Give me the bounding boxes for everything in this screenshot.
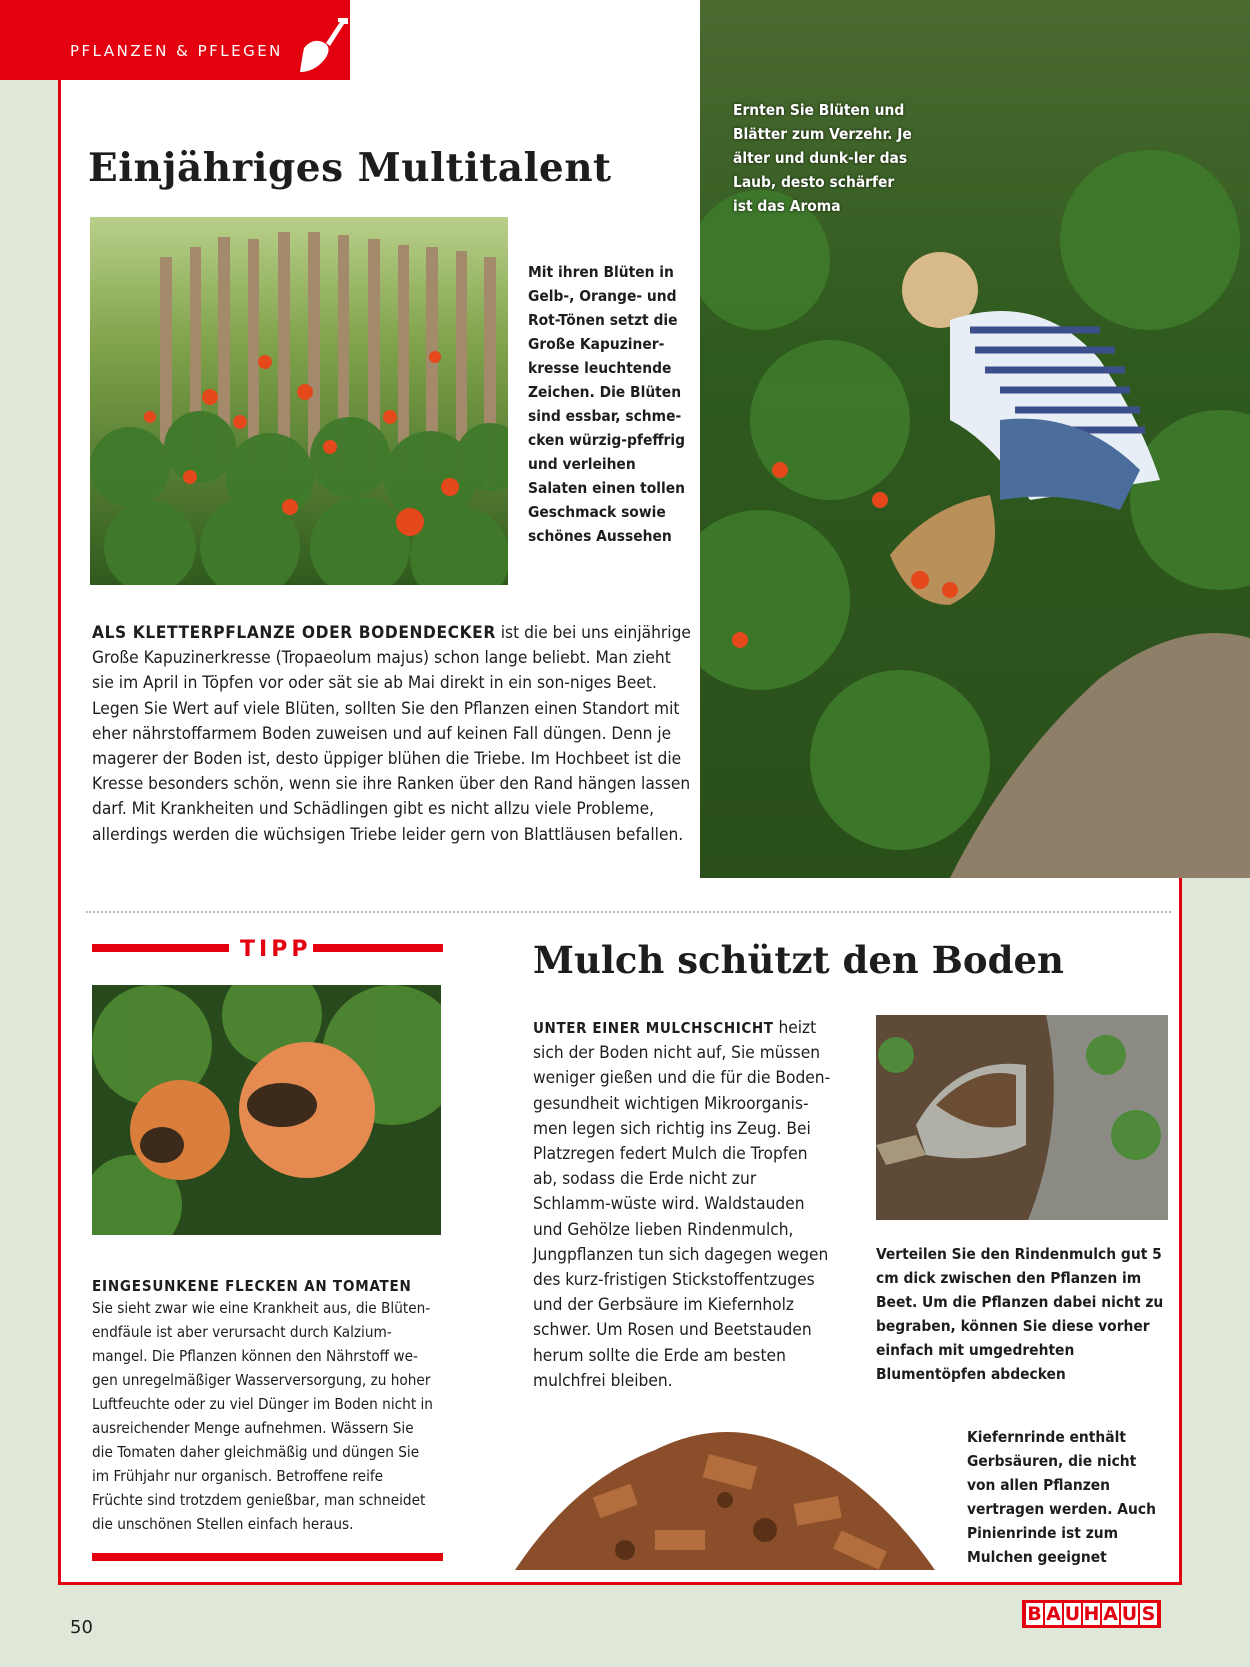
caption-mulch: Verteilen Sie den Rindenmulch gut 5 cm dick zwischen den Pflanzen im Beet. Um die Pflanzen dabei nicht zu begraben, können Sie diese vorher einfach mit umgedrehten Blumentöpfen abdecken bbox=[876, 1245, 1164, 1383]
caption-bark: Kiefernrinde enthält Gerbsäuren, die nicht von allen Pflanzen vertragen werden. Auch Pinienrinde ist zum Mulchen geeignet bbox=[967, 1428, 1156, 1566]
logo-letter: B bbox=[1027, 1603, 1042, 1625]
dotted-separator bbox=[86, 911, 1171, 913]
page-number: 50 bbox=[70, 1617, 93, 1638]
tipp-label: TIPP bbox=[240, 937, 312, 962]
logo-letter: A bbox=[1046, 1603, 1061, 1625]
mulch-lead-caps: UNTER EINER MULCHSCHICHT bbox=[533, 1019, 774, 1037]
lead-caps: ALS KLETTERPFLANZE ODER BODENDECKER bbox=[92, 623, 496, 643]
article-title: Einjähriges Multitalent bbox=[88, 145, 612, 191]
tipp-rule-left bbox=[92, 944, 229, 952]
logo-letter: A bbox=[1103, 1603, 1118, 1625]
tomato-photo bbox=[92, 985, 441, 1235]
tipp-rule-bottom bbox=[92, 1553, 443, 1561]
logo-letter: H bbox=[1083, 1603, 1100, 1625]
tipp-paragraph: Sie sieht zwar wie eine Krankheit aus, die Blüten-endfäule ist aber verursacht durch Kalzium-mangel. Die Pflanzen können den Nährstoff we-gen unregelmäßiger Wasserversorgung, zu hoher Luftfeuchte oder zu viel Dünger im Boden nicht in ausreichender Menge aufnehmen. Wässern Sie die Tomaten daher gleichmäßig und düngen Sie im Frühjahr nur organisch. Betroffene reife Früchte sind trotzdem genießbar, man schneidet die unschönen Stellen einfach heraus. bbox=[92, 1299, 433, 1533]
caption-harvest: Ernten Sie Blüten und Blätter zum Verzehr. Je älter und dunk-ler das Laub, desto schärfer ist das Aroma bbox=[733, 101, 912, 215]
mulch-shovel-photo bbox=[876, 1015, 1168, 1220]
mulch-title: Mulch schützt den Boden bbox=[533, 938, 1064, 982]
logo-letter: S bbox=[1141, 1603, 1156, 1625]
nasturtium-fence-photo bbox=[90, 217, 508, 585]
caption-flowers: Mit ihren Blüten in Gelb-, Orange- und Rot-Tönen setzt die Große Kapuziner-kresse leuchtende Zeichen. Die Blüten sind essbar, schme-cken würzig-pfeffrig und verleihen Salaten einen tollen Geschmack sowie schönes Aussehen bbox=[528, 263, 686, 545]
mulch-body: heizt sich der Boden nicht auf, Sie müssen weniger gießen und die für die Boden-gesundheit wichtigen Mikroorganis-men legen sich richtig ins Zeug. Bei Platzregen federt Mulch die Tropfen ab, sodass die Erde nicht zur Schlamm-wüste wird. Waldstauden und Gehölze lieben Rindenmulch, Jungpflanzen tun sich dagegen wegen des kurz-fristigen Stickstoffentzuges und der Gerbsäure im Kiefernholz schwer. Um Rosen und Beetstauden herum sollte die Erde am besten mulchfrei bleiben. bbox=[533, 1018, 831, 1391]
article-intro-paragraph bbox=[92, 621, 692, 848]
tipp-title: EINGESUNKENE FLECKEN AN TOMATEN bbox=[92, 1277, 412, 1295]
header-spacer bbox=[350, 0, 700, 80]
tipp-rule-right bbox=[313, 944, 443, 952]
mulch-paragraph bbox=[533, 1016, 833, 1394]
brand-logo bbox=[1022, 1600, 1161, 1628]
pine-bark-photo bbox=[505, 1420, 945, 1585]
body-text: ist die bei uns einjährige Große Kapuzinerkresse (Tropaeolum majus) schon lange beliebt. Man zieht sie im April in Töpfen vor oder sät sie ab Mai direkt in ein son-niges Beet. Legen Sie Wert auf viele Blüten, sollten Sie den Pflanzen einen Standort mit eher nährstoffarmem Boden zuweisen und auf keinen Fall düngen. Denn je magerer der Boden ist, desto üppiger blühen die Triebe. Im Hochbeet ist die Kresse besonders schön, wenn sie ihre Ranken über den Rand hängen lassen darf. Mit Krankheiten und Schädlingen gibt es nicht allzu viele Probleme, allerdings werden die wüchsigen Triebe leider gern von Blattläusen befallen. bbox=[92, 623, 691, 845]
section-label: PFLANZEN & PFLEGEN bbox=[70, 42, 283, 60]
logo-letter: U bbox=[1064, 1603, 1081, 1625]
logo-letter: U bbox=[1121, 1603, 1138, 1625]
shovel-icon bbox=[290, 10, 360, 80]
